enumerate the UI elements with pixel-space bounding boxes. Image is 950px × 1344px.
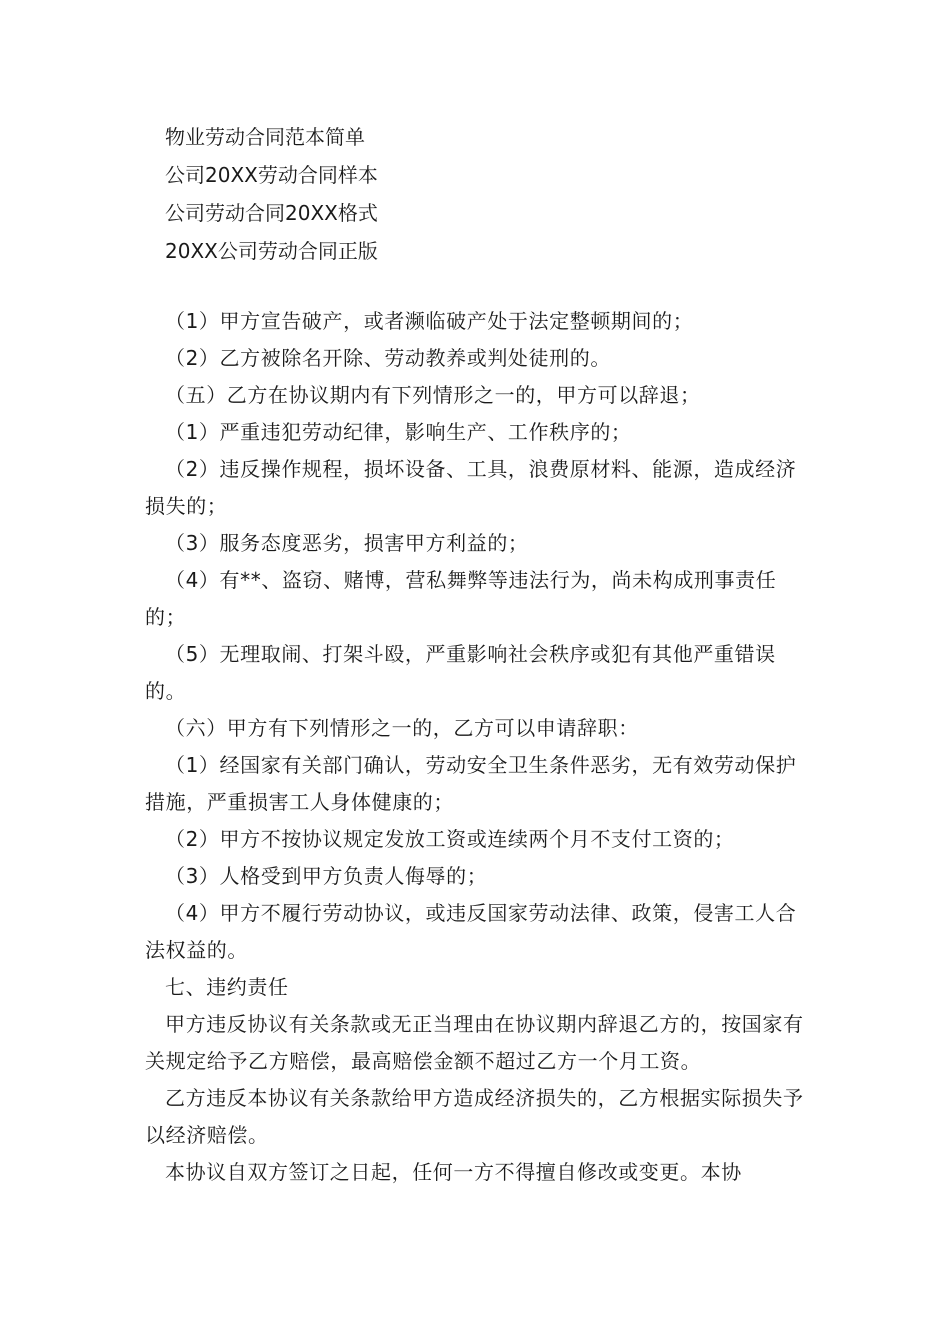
paragraph: （3）服务态度恶劣，损害甲方利益的；: [165, 531, 529, 555]
paragraph: 乙方违反本协议有关条款给甲方造成经济损失的，乙方根据实际损失予以经济赔偿。: [145, 1086, 804, 1147]
paragraph: （3）人格受到甲方负责人侮辱的；: [165, 864, 488, 888]
paragraph: （五）乙方在协议期内有下列情形之一的，甲方可以辞退；: [165, 383, 701, 407]
paragraph: （5）无理取闹、打架斗殴，严重影响社会秩序或犯有其他严重错误的。: [145, 642, 776, 703]
document-body: [145, 303, 810, 1191]
related-link[interactable]: 公司劳动合同20XX格式: [165, 201, 378, 225]
paragraph: （4）有**、盗窃、赌博，营私舞弊等违法行为，尚未构成刑事责任的；: [145, 568, 777, 629]
paragraph: 甲方违反协议有关条款或无正当理由在协议期内辞退乙方的，按国家有关规定给予乙方赔偿，最高赔偿金额不超过乙方一个月工资。: [145, 1012, 804, 1073]
paragraph: （1）甲方宣告破产，或者濒临破产处于法定整顿期间的；: [165, 309, 694, 333]
paragraph: （2）甲方不按协议规定发放工资或连续两个月不支付工资的；: [165, 827, 735, 851]
related-link[interactable]: 公司20XX劳动合同样本: [165, 163, 378, 187]
related-links: [165, 118, 378, 270]
paragraph: 本协议自双方签订之日起，任何一方不得擅自修改或变更。本协: [165, 1160, 742, 1184]
related-link[interactable]: 物业劳动合同范本简单: [165, 125, 365, 149]
section-heading: 七、违约责任: [165, 975, 289, 999]
paragraph: （2）违反操作规程，损坏设备、工具，浪费原材料、能源，造成经济损失的；: [145, 457, 797, 518]
paragraph: （2）乙方被除名开除、劳动教养或判处徒刑的。: [165, 346, 611, 370]
paragraph: （六）甲方有下列情形之一的，乙方可以申请辞职：: [165, 716, 639, 740]
paragraph: （1）严重违犯劳动纪律，影响生产、工作秩序的；: [165, 420, 632, 444]
paragraph: （1）经国家有关部门确认，劳动安全卫生条件恶劣，无有效劳动保护措施，严重损害工人身体健康的；: [145, 753, 797, 814]
paragraph: （4）甲方不履行劳动协议，或违反国家劳动法律、政策，侵害工人合法权益的。: [145, 901, 797, 962]
related-link[interactable]: 20XX公司劳动合同正版: [165, 239, 378, 263]
